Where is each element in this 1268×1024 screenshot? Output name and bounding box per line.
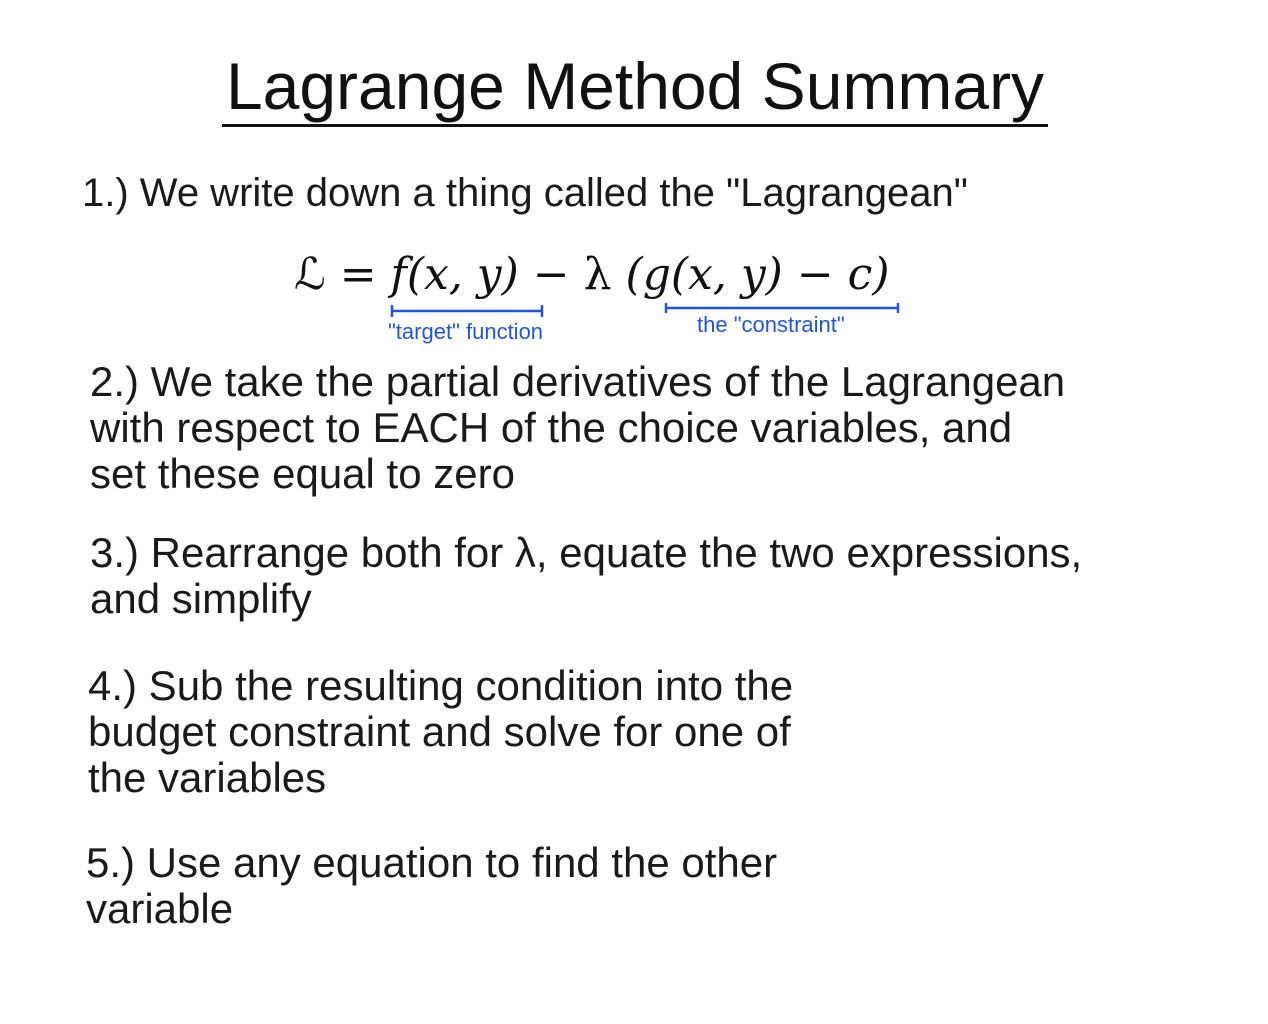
step-5: 5.) Use any equation to find the other variable [86,839,778,932]
target-bracket [390,302,544,320]
step-4: 4.) Sub the resulting condition into the budget constraint and solve for one of the variables [88,662,794,801]
step-2: 2.) We take the partial derivatives of the Lagrangean with respect to EACH of the choice variables, and set these equal to zero [90,358,1066,497]
equation-target-term: f(x, y) [390,249,519,300]
lagrangean-equation [294,248,890,302]
equation-lhs: ℒ [294,249,326,300]
constraint-label: the "constraint" [697,312,845,337]
equation-constraint-term: (g(x, y) − c) [625,249,890,300]
step-3: 3.) Rearrange both for λ, equate the two expressions, and simplify [90,529,1083,622]
step-1: 1.) We write down a thing called the "Lagrangean" [82,171,968,215]
equation-equals: = [325,249,391,300]
page-title: Lagrange Method Summary [222,48,1048,127]
target-function-label: "target" function [388,319,544,344]
equation-minus-lambda: − λ [518,249,626,300]
